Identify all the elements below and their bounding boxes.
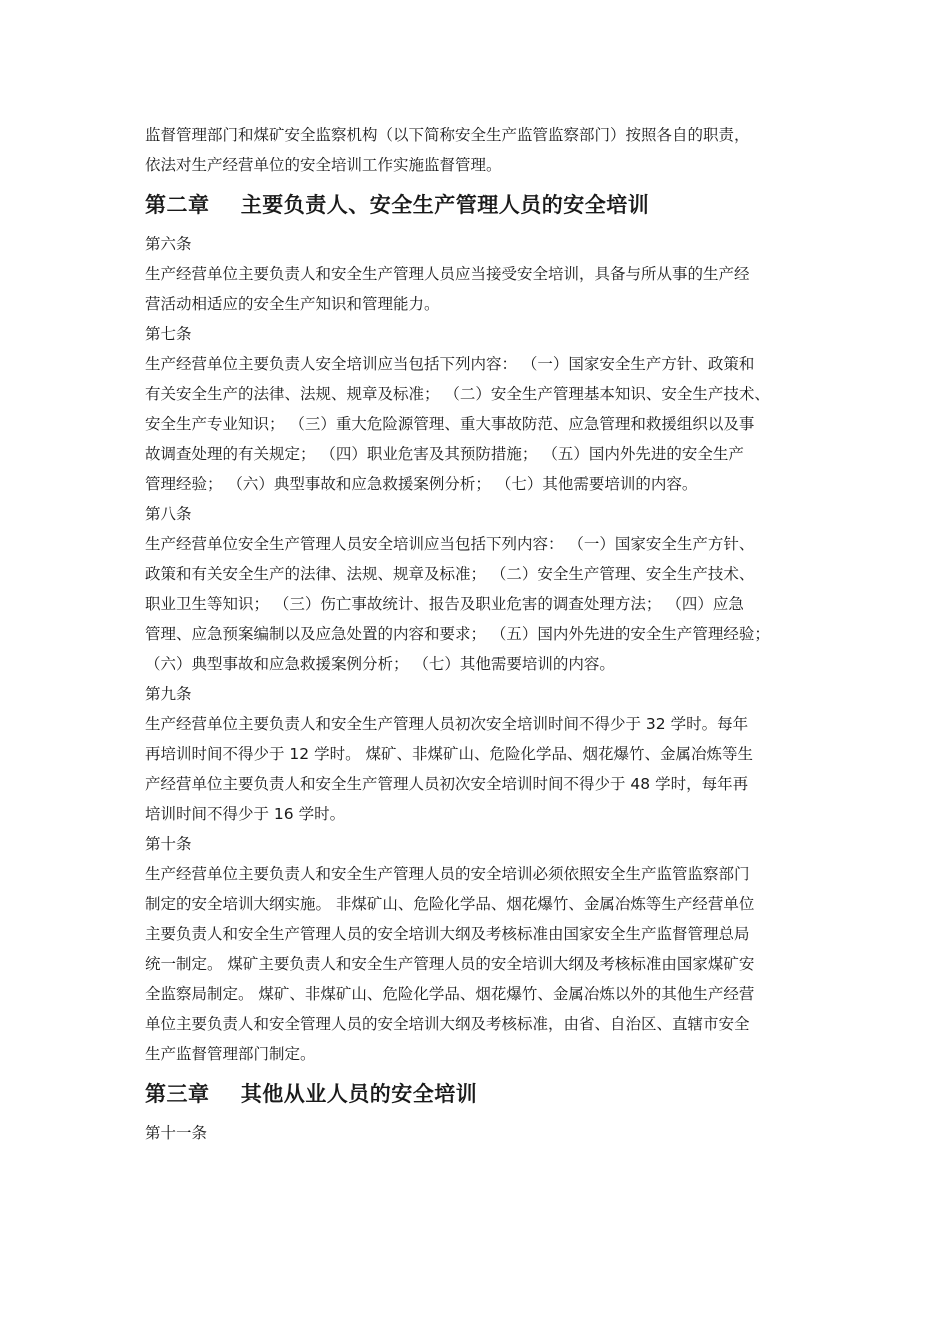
text-line: 故调查处理的有关规定； （四）职业危害及其预防措施； （五）国内外先进的安全生产 [145,445,744,463]
text-line: 制定的安全培训大纲实施。 非煤矿山、危险化学品、烟花爆竹、金属冶炼等生产经营单位 [145,895,755,913]
text-line: 单位主要负责人和安全管理人员的安全培训大纲及考核标准，由省、自治区、直辖市安全 [145,1015,750,1033]
text-line: 主要负责人和安全生产管理人员的安全培训大纲及考核标准由国家安全生产监督管理总局 [145,925,750,943]
text-line: 依法对生产经营单位的安全培训工作实施监督管理。 [145,156,502,174]
text-line: 生产监督管理部门制定。 [145,1045,316,1063]
text-line: 监督管理部门和煤矿安全监察机构（以下简称安全生产监管监察部门）按照各自的职责， [145,126,750,144]
article-6-body [145,259,825,319]
text-line: （六）典型事故和应急救援案例分析； （七）其他需要培训的内容。 [145,655,615,673]
text-line: 有关安全生产的法律、法规、规章及标准； （二）安全生产管理基本知识、安全生产技术、 [145,385,770,403]
text-line: 生产经营单位主要负责人和安全生产管理人员初次安全培训时间不得少于 32 学时。每年 [145,715,749,733]
text-line: 营活动相适应的安全生产知识和管理能力。 [145,295,440,313]
intro-paragraph [145,120,825,180]
article-8-title: 第八条 [145,505,192,523]
text-line: 产经营单位主要负责人和安全生产管理人员初次安全培训时间不得少于 48 学时，每年再 [145,775,749,793]
document-page [145,120,825,1148]
article-7-title: 第七条 [145,325,192,343]
article-11-title: 第十一条 [145,1124,208,1142]
text-line: 培训时间不得少于 16 学时。 [145,805,346,823]
article-9-body [145,709,825,829]
article-9-title: 第九条 [145,685,192,703]
chapter-3-heading: 第三章 其他从业人员的安全培训 [145,1082,478,1106]
article-7-body [145,349,825,499]
article-10-body [145,859,825,1069]
chapter-2-heading: 第二章 主要负责人、安全生产管理人员的安全培训 [145,193,650,217]
text-line: 全监察局制定。 煤矿、非煤矿山、危险化学品、烟花爆竹、金属冶炼以外的其他生产经营 [145,985,755,1003]
text-line: 安全生产专业知识； （三）重大危险源管理、重大事故防范、应急管理和救援组织以及事 [145,415,755,433]
text-line: 生产经营单位安全生产管理人员安全培训应当包括下列内容： （一）国家安全生产方针、 [145,535,755,553]
text-line: 统一制定。 煤矿主要负责人和安全生产管理人员的安全培训大纲及考核标准由国家煤矿安 [145,955,755,973]
article-10-title: 第十条 [145,835,192,853]
article-8-body [145,529,825,679]
text-line: 生产经营单位主要负责人安全培训应当包括下列内容： （一）国家安全生产方针、政策和 [145,355,755,373]
text-line: 职业卫生等知识； （三）伤亡事故统计、报告及职业危害的调查处理方法； （四）应急 [145,595,744,613]
text-line: 管理、应急预案编制以及应急处置的内容和要求； （五）国内外先进的安全生产管理经验； [145,625,770,643]
text-line: 生产经营单位主要负责人和安全生产管理人员应当接受安全培训，具备与所从事的生产经 [145,265,750,283]
text-line: 生产经营单位主要负责人和安全生产管理人员的安全培训必须依照安全生产监管监察部门 [145,865,750,883]
article-6-title: 第六条 [145,235,192,253]
text-line: 政策和有关安全生产的法律、法规、规章及标准； （二）安全生产管理、安全生产技术、 [145,565,755,583]
text-line: 管理经验； （六）典型事故和应急救援案例分析； （七）其他需要培训的内容。 [145,475,698,493]
text-line: 再培训时间不得少于 12 学时。 煤矿、非煤矿山、危险化学品、烟花爆竹、金属冶炼等生 [145,745,754,763]
